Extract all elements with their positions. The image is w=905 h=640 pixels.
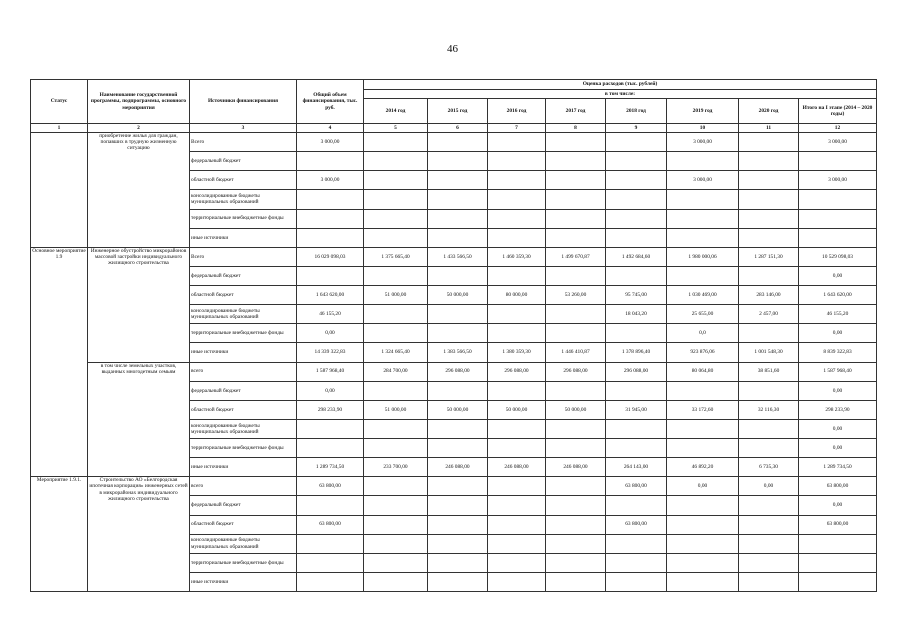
- amount-cell: 298 233,90: [799, 400, 877, 419]
- column-number: 7: [488, 124, 546, 133]
- amount-cell: 1 460 359,30: [488, 247, 546, 266]
- amount-cell: [428, 572, 488, 591]
- amount-cell: [667, 496, 739, 515]
- amount-cell: [606, 324, 667, 343]
- amount-cell: [739, 228, 799, 247]
- funding-source-cell: иные источники: [190, 572, 297, 591]
- amount-cell: [667, 515, 739, 534]
- total-amount-cell: [297, 553, 364, 572]
- total-amount-cell: [297, 209, 364, 228]
- header-year: 2017 год: [546, 99, 606, 124]
- amount-cell: 80 064,80: [667, 362, 739, 381]
- table-body: [31, 133, 877, 592]
- amount-cell: 95 745,00: [606, 286, 667, 305]
- amount-cell: 8 839 322,83: [799, 343, 877, 362]
- amount-cell: 0,00: [799, 266, 877, 285]
- amount-cell: 1 492 684,60: [606, 247, 667, 266]
- amount-cell: [488, 305, 546, 324]
- amount-cell: [739, 171, 799, 190]
- header-year: 2019 год: [667, 99, 739, 124]
- amount-cell: [606, 534, 667, 553]
- amount-cell: [428, 324, 488, 343]
- amount-cell: 233 700,00: [364, 458, 428, 477]
- amount-cell: [364, 152, 428, 171]
- amount-cell: 1 446 410,87: [546, 343, 606, 362]
- amount-cell: [606, 171, 667, 190]
- amount-cell: 1 643 620,00: [799, 286, 877, 305]
- funding-source-cell: областной бюджет: [190, 400, 297, 419]
- amount-cell: [606, 496, 667, 515]
- amount-cell: 296 088,00: [606, 362, 667, 381]
- amount-cell: [606, 553, 667, 572]
- funding-source-cell: иные источники: [190, 458, 297, 477]
- amount-cell: [546, 209, 606, 228]
- amount-cell: [667, 572, 739, 591]
- amount-cell: [428, 381, 488, 400]
- amount-cell: 3 000,00: [799, 133, 877, 152]
- total-amount-cell: [297, 190, 364, 209]
- header-year-total: Итого на I этапе (2014 – 2020 годы): [799, 99, 877, 124]
- column-number: 1: [31, 124, 88, 133]
- amount-cell: [739, 381, 799, 400]
- amount-cell: 1 383 566,50: [428, 343, 488, 362]
- amount-cell: [364, 572, 428, 591]
- amount-cell: 50 000,00: [428, 286, 488, 305]
- amount-cell: [428, 305, 488, 324]
- amount-cell: [546, 496, 606, 515]
- amount-cell: [739, 209, 799, 228]
- amount-cell: [364, 496, 428, 515]
- funding-source-cell: консолидированные бюджеты муниципальных образований: [190, 305, 297, 324]
- amount-cell: [606, 228, 667, 247]
- total-amount-cell: 63 800,00: [297, 477, 364, 496]
- total-amount-cell: [297, 228, 364, 247]
- total-amount-cell: 16 029 098,03: [297, 247, 364, 266]
- amount-cell: 1 499 670,87: [546, 247, 606, 266]
- amount-cell: 1 378 896,40: [606, 343, 667, 362]
- amount-cell: [488, 534, 546, 553]
- funding-source-cell: областной бюджет: [190, 515, 297, 534]
- amount-cell: [428, 133, 488, 152]
- total-amount-cell: [297, 419, 364, 438]
- funding-source-cell: иные источники: [190, 343, 297, 362]
- page-number: 46: [447, 43, 458, 55]
- amount-cell: 296 088,00: [546, 362, 606, 381]
- amount-cell: 0,00: [667, 477, 739, 496]
- status-cell: Мероприятие 1.9.1.: [31, 477, 88, 592]
- header-status: Статус: [31, 80, 88, 124]
- amount-cell: [364, 477, 428, 496]
- amount-cell: [606, 439, 667, 458]
- amount-cell: 246 088,00: [428, 458, 488, 477]
- amount-cell: [546, 266, 606, 285]
- amount-cell: [799, 190, 877, 209]
- amount-cell: [488, 133, 546, 152]
- amount-cell: 264 143,00: [606, 458, 667, 477]
- amount-cell: [364, 553, 428, 572]
- amount-cell: [488, 419, 546, 438]
- amount-cell: 3 000,00: [799, 171, 877, 190]
- amount-cell: [739, 553, 799, 572]
- amount-cell: [546, 439, 606, 458]
- amount-cell: [488, 228, 546, 247]
- amount-cell: 0,00: [799, 381, 877, 400]
- amount-cell: [546, 305, 606, 324]
- total-amount-cell: 14 339 322,83: [297, 343, 364, 362]
- amount-cell: 18 043,20: [606, 305, 667, 324]
- amount-cell: [364, 324, 428, 343]
- amount-cell: 38 851,60: [739, 362, 799, 381]
- total-amount-cell: [297, 152, 364, 171]
- program-name-cell: приобретение жилья для граждан, попавших в трудную жизненную ситуацию: [88, 133, 190, 248]
- amount-cell: 25 655,00: [667, 305, 739, 324]
- amount-cell: [739, 534, 799, 553]
- column-number: 10: [667, 124, 739, 133]
- table-row: [31, 362, 877, 381]
- amount-cell: 1 030 469,00: [667, 286, 739, 305]
- amount-cell: [739, 419, 799, 438]
- amount-cell: 1 433 566,50: [428, 247, 488, 266]
- header-total: Общий объем финансирования, тыс. руб.: [297, 80, 364, 124]
- header-year: 2020 год: [739, 99, 799, 124]
- amount-cell: [428, 515, 488, 534]
- amount-cell: 1 587 968,40: [799, 362, 877, 381]
- amount-cell: 0,00: [799, 439, 877, 458]
- table-row: [31, 477, 877, 496]
- header-year: 2014 год: [364, 99, 428, 124]
- amount-cell: [428, 477, 488, 496]
- amount-cell: [488, 439, 546, 458]
- column-number: 9: [606, 124, 667, 133]
- amount-cell: [546, 477, 606, 496]
- amount-cell: [739, 439, 799, 458]
- table-header: [31, 80, 877, 133]
- amount-cell: [488, 381, 546, 400]
- amount-cell: [488, 209, 546, 228]
- amount-cell: 3 000,00: [667, 171, 739, 190]
- amount-cell: 46 155,20: [799, 305, 877, 324]
- total-amount-cell: 1 289 734,50: [297, 458, 364, 477]
- funding-source-cell: консолидированные бюджеты муниципальных образований: [190, 419, 297, 438]
- status-cell: [31, 133, 88, 248]
- funding-source-cell: всего: [190, 477, 297, 496]
- amount-cell: [364, 381, 428, 400]
- amount-cell: 50 000,00: [428, 400, 488, 419]
- amount-cell: [488, 190, 546, 209]
- program-name-cell: в том числе земельных участков, выданных многодетным семьям: [88, 362, 190, 477]
- amount-cell: 31 945,00: [606, 400, 667, 419]
- status-cell: Основное мероприятие 1.9: [31, 247, 88, 477]
- amount-cell: 1 001 548,30: [739, 343, 799, 362]
- amount-cell: [606, 152, 667, 171]
- column-number: 2: [88, 124, 190, 133]
- amount-cell: [739, 190, 799, 209]
- amount-cell: 0,00: [739, 477, 799, 496]
- amount-cell: [667, 190, 739, 209]
- amount-cell: 51 000,00: [364, 286, 428, 305]
- amount-cell: 63 800,00: [799, 477, 877, 496]
- amount-cell: [799, 152, 877, 171]
- amount-cell: [364, 190, 428, 209]
- funding-source-cell: Всего: [190, 247, 297, 266]
- amount-cell: [364, 439, 428, 458]
- amount-cell: [428, 266, 488, 285]
- amount-cell: [546, 190, 606, 209]
- funding-source-cell: федеральный бюджет: [190, 152, 297, 171]
- amount-cell: [546, 515, 606, 534]
- amount-cell: 51 000,00: [364, 400, 428, 419]
- total-amount-cell: [297, 496, 364, 515]
- amount-cell: 32 116,30: [739, 400, 799, 419]
- amount-cell: 1 287 151,30: [739, 247, 799, 266]
- amount-cell: [739, 572, 799, 591]
- total-amount-cell: 1 643 620,00: [297, 286, 364, 305]
- column-number: 12: [799, 124, 877, 133]
- amount-cell: [667, 439, 739, 458]
- budget-table: [30, 79, 877, 592]
- funding-source-cell: областной бюджет: [190, 286, 297, 305]
- amount-cell: [546, 171, 606, 190]
- amount-cell: [546, 381, 606, 400]
- funding-source-cell: всего: [190, 362, 297, 381]
- amount-cell: [428, 152, 488, 171]
- amount-cell: 63 800,00: [799, 515, 877, 534]
- amount-cell: [364, 171, 428, 190]
- amount-cell: 3 000,00: [667, 133, 739, 152]
- amount-cell: [364, 419, 428, 438]
- amount-cell: [667, 266, 739, 285]
- amount-cell: [488, 171, 546, 190]
- amount-cell: 1 375 665,40: [364, 247, 428, 266]
- total-amount-cell: 63 800,00: [297, 515, 364, 534]
- amount-cell: 246 088,00: [488, 458, 546, 477]
- amount-cell: [488, 572, 546, 591]
- amount-cell: [667, 534, 739, 553]
- amount-cell: 246 088,00: [546, 458, 606, 477]
- amount-cell: 63 800,00: [606, 515, 667, 534]
- amount-cell: [428, 419, 488, 438]
- funding-source-cell: Всего: [190, 133, 297, 152]
- program-name-cell: Строительство АО «Белгородская ипотечная корпорация» инженерных сетей в микрорайонах индивидуального жилищного строительства: [88, 477, 190, 592]
- amount-cell: 0,00: [799, 496, 877, 515]
- amount-cell: [606, 133, 667, 152]
- amount-cell: 283 146,00: [739, 286, 799, 305]
- column-number: 8: [546, 124, 606, 133]
- amount-cell: [488, 266, 546, 285]
- amount-cell: [606, 190, 667, 209]
- amount-cell: [546, 133, 606, 152]
- amount-cell: [667, 419, 739, 438]
- amount-cell: 80 000,00: [488, 286, 546, 305]
- amount-cell: [667, 209, 739, 228]
- total-amount-cell: [297, 266, 364, 285]
- amount-cell: 1 980 000,06: [667, 247, 739, 266]
- amount-cell: [364, 133, 428, 152]
- column-number: 11: [739, 124, 799, 133]
- amount-cell: [428, 190, 488, 209]
- amount-cell: [428, 171, 488, 190]
- amount-cell: [739, 324, 799, 343]
- amount-cell: [606, 209, 667, 228]
- amount-cell: [667, 228, 739, 247]
- amount-cell: [606, 572, 667, 591]
- funding-source-cell: консолидированные бюджеты муниципальных образований: [190, 190, 297, 209]
- amount-cell: [739, 152, 799, 171]
- amount-cell: [488, 477, 546, 496]
- header-sources: Источники финансирования: [190, 80, 297, 124]
- amount-cell: [799, 209, 877, 228]
- amount-cell: [606, 266, 667, 285]
- amount-cell: 2 457,00: [739, 305, 799, 324]
- total-amount-cell: 3 000,00: [297, 171, 364, 190]
- total-amount-cell: 3 000,00: [297, 133, 364, 152]
- amount-cell: 1 289 734,50: [799, 458, 877, 477]
- amount-cell: [428, 553, 488, 572]
- amount-cell: [488, 496, 546, 515]
- header-year: 2018 год: [606, 99, 667, 124]
- amount-cell: [546, 228, 606, 247]
- header-including: в том числе:: [364, 90, 877, 99]
- amount-cell: 63 800,00: [606, 477, 667, 496]
- header-estimate: Оценка расходов (тыс. рублей): [364, 80, 877, 90]
- amount-cell: 50 000,00: [488, 400, 546, 419]
- amount-cell: [799, 534, 877, 553]
- total-amount-cell: 298 233,90: [297, 400, 364, 419]
- total-amount-cell: 0,00: [297, 324, 364, 343]
- funding-source-cell: территориальные внебюджетные фонды: [190, 209, 297, 228]
- total-amount-cell: 1 587 968,40: [297, 362, 364, 381]
- total-amount-cell: 46 155,20: [297, 305, 364, 324]
- funding-source-cell: иные источники: [190, 228, 297, 247]
- amount-cell: [428, 228, 488, 247]
- funding-source-cell: федеральный бюджет: [190, 381, 297, 400]
- amount-cell: 46 892,20: [667, 458, 739, 477]
- total-amount-cell: [297, 572, 364, 591]
- funding-source-cell: территориальные внебюджетные фонды: [190, 553, 297, 572]
- amount-cell: [739, 515, 799, 534]
- amount-cell: [488, 515, 546, 534]
- amount-cell: [488, 553, 546, 572]
- amount-cell: [799, 228, 877, 247]
- amount-cell: [546, 419, 606, 438]
- amount-cell: [428, 534, 488, 553]
- amount-cell: [667, 553, 739, 572]
- amount-cell: 923 876,06: [667, 343, 739, 362]
- amount-cell: 53 260,00: [546, 286, 606, 305]
- amount-cell: 50 000,00: [546, 400, 606, 419]
- amount-cell: [667, 152, 739, 171]
- amount-cell: 1 324 665,40: [364, 343, 428, 362]
- funding-source-cell: консолидированные бюджеты муниципальных образований: [190, 534, 297, 553]
- amount-cell: [667, 381, 739, 400]
- amount-cell: 0,00: [799, 324, 877, 343]
- amount-cell: [364, 209, 428, 228]
- amount-cell: [364, 266, 428, 285]
- amount-cell: [546, 324, 606, 343]
- amount-cell: [739, 496, 799, 515]
- amount-cell: [488, 152, 546, 171]
- header-year: 2016 год: [488, 99, 546, 124]
- amount-cell: 33 172,60: [667, 400, 739, 419]
- amount-cell: [488, 324, 546, 343]
- table-row: [31, 247, 877, 266]
- total-amount-cell: [297, 439, 364, 458]
- amount-cell: 6 735,30: [739, 458, 799, 477]
- amount-cell: [606, 381, 667, 400]
- amount-cell: [546, 553, 606, 572]
- program-name-cell: Инженерное обустройство микрорайонов массовой застройки индивидуального жилищного строительства: [88, 247, 190, 362]
- amount-cell: 1 380 359,30: [488, 343, 546, 362]
- header-name: Наименование государственной программы, подпрограммы, основного мероприятия: [88, 80, 190, 124]
- funding-source-cell: федеральный бюджет: [190, 496, 297, 515]
- amount-cell: 296 088,00: [488, 362, 546, 381]
- amount-cell: 0,00: [799, 419, 877, 438]
- funding-source-cell: территориальные внебюджетные фонды: [190, 439, 297, 458]
- amount-cell: [739, 266, 799, 285]
- column-number: 6: [428, 124, 488, 133]
- amount-cell: [799, 553, 877, 572]
- amount-cell: [428, 439, 488, 458]
- amount-cell: 284 700,00: [364, 362, 428, 381]
- amount-cell: [606, 419, 667, 438]
- header-year: 2015 год: [428, 99, 488, 124]
- amount-cell: [428, 209, 488, 228]
- amount-cell: [546, 534, 606, 553]
- funding-source-cell: территориальные внебюджетные фонды: [190, 324, 297, 343]
- table-row: [31, 133, 877, 152]
- amount-cell: 10 529 098,03: [799, 247, 877, 266]
- column-number: 5: [364, 124, 428, 133]
- amount-cell: [739, 133, 799, 152]
- amount-cell: [364, 515, 428, 534]
- amount-cell: [546, 572, 606, 591]
- funding-source-cell: областной бюджет: [190, 171, 297, 190]
- total-amount-cell: 0,00: [297, 381, 364, 400]
- total-amount-cell: [297, 534, 364, 553]
- amount-cell: [364, 305, 428, 324]
- column-number-row: [31, 124, 877, 133]
- column-number: 3: [190, 124, 297, 133]
- amount-cell: 0,0: [667, 324, 739, 343]
- funding-source-cell: федеральный бюджет: [190, 266, 297, 285]
- amount-cell: [364, 228, 428, 247]
- amount-cell: [364, 534, 428, 553]
- amount-cell: [546, 152, 606, 171]
- amount-cell: 296 088,00: [428, 362, 488, 381]
- amount-cell: [799, 572, 877, 591]
- amount-cell: [428, 496, 488, 515]
- column-number: 4: [297, 124, 364, 133]
